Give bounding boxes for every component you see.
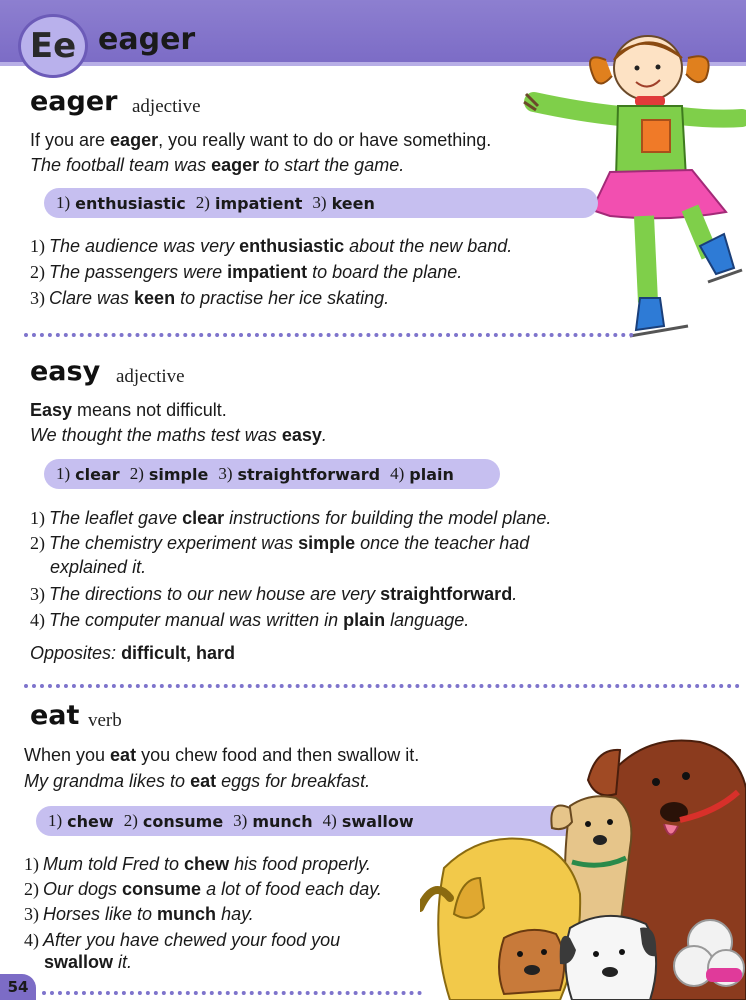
example-eat: My grandma likes to eat eggs for breakfast. — [24, 771, 371, 791]
headword-eager: eager — [30, 86, 118, 117]
letter-badge: Ee — [18, 14, 88, 78]
headword-easy: easy — [30, 356, 101, 387]
sentence-eat-4: 4) After you have chewed your food you — [24, 930, 341, 950]
synonym: simple — [148, 464, 209, 484]
definition-eager: If you are eager, you really want to do or have something. — [30, 130, 492, 150]
synonym: keen — [331, 193, 375, 213]
sentence-eat-1: 1) Mum told Fred to chew his food properly. — [24, 854, 371, 874]
headword-eat: eat — [30, 700, 80, 731]
definition-easy: Easy means not difficult. — [30, 400, 227, 420]
synonym: swallow — [341, 811, 414, 831]
synonym: munch — [252, 811, 313, 831]
synonym: consume — [142, 811, 224, 831]
page-number: 54 — [0, 974, 36, 1000]
part-of-speech-eager: adjective — [132, 96, 201, 117]
header-guide-word: eager — [98, 22, 196, 57]
sentence-easy-4: 4) The computer manual was written in plain language. — [30, 610, 470, 630]
synonym: impatient — [214, 193, 303, 213]
part-of-speech-eat: verb — [88, 710, 122, 731]
dogs-illustration — [420, 728, 746, 1000]
synonym: straightforward — [237, 464, 381, 484]
footer-divider — [42, 991, 422, 995]
synonym-bar-eager: 1) enthusiastic 2) impatient 3) keen — [44, 188, 598, 218]
sentence-eat-3: 3) Horses like to munch hay. — [24, 904, 254, 924]
sentence-easy-2: 2) The chemistry experiment was simple once the teacher had — [30, 533, 530, 553]
part-of-speech-easy: adjective — [116, 366, 185, 387]
sentence-easy-2-continued: explained it. — [50, 557, 147, 577]
section-divider — [24, 684, 740, 688]
example-eager: The football team was eager to start the game. — [30, 155, 405, 175]
synonym: enthusiastic — [75, 193, 186, 213]
sentence-eat-2: 2) Our dogs consume a lot of food each day. — [24, 879, 382, 899]
synonym-bar-eat: 1) chew 2) consume 3) munch 4) swallow — [36, 806, 608, 836]
section-divider — [24, 333, 634, 337]
synonym-bar-easy: 1) clear 2) simple 3) straightforward 4) plain — [44, 459, 500, 489]
sentence-eager-1: 1) The audience was very enthusiastic about the new band. — [30, 236, 513, 256]
sentence-eager-2: 2) The passengers were impatient to board the plane. — [30, 262, 463, 282]
synonym: chew — [67, 811, 114, 831]
sentence-eat-4-continued: swallow it. — [44, 952, 133, 972]
sentence-easy-3: 3) The directions to our new house are very straightforward. — [30, 584, 518, 604]
example-easy: We thought the maths test was easy. — [30, 425, 327, 445]
synonym: plain — [409, 464, 454, 484]
opposites-easy: Opposites: difficult, hard — [30, 643, 236, 663]
definition-eat: When you eat you chew food and then swallow it. — [24, 745, 420, 765]
synonym: clear — [75, 464, 120, 484]
girl-skating-illustration — [520, 20, 746, 350]
sentence-eager-3: 3) Clare was keen to practise her ice skating. — [30, 288, 390, 308]
sentence-easy-1: 1) The leaflet gave clear instructions for building the model plane. — [30, 508, 552, 528]
